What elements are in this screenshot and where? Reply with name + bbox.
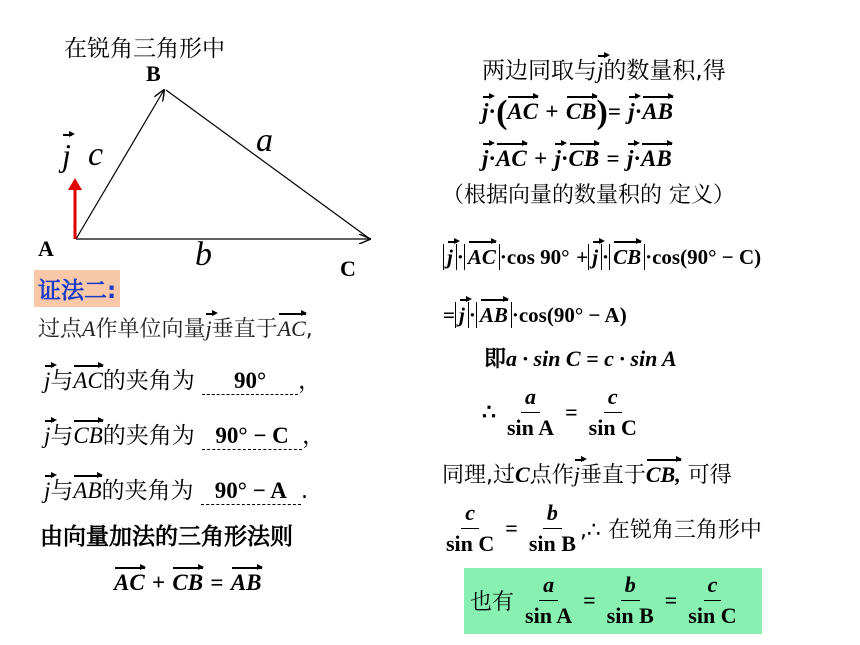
- sine-ratio-2: $\frac{c}{\text{sin C}}$ = $\frac{b}{\text{sin B}}$ ,∴ 在锐角三角形中: [446, 500, 762, 556]
- triangle-rule-text: 由向量加法的三角形法则: [40, 524, 293, 550]
- vertex-c-label: C: [340, 256, 356, 281]
- unit-vector-j-arrowhead: [68, 178, 82, 190]
- similar-construction: 同理,过C点作j垂直于CB, 可得: [442, 462, 732, 488]
- sine-ratio-1: ∴ $\frac{a}{\text{sin A}}$ = $\frac{c}{\text{sin C}}$: [482, 384, 637, 440]
- vertex-a-label: A: [38, 236, 54, 261]
- angle-line-cb: j与CB的夹角为 90° − C ，: [44, 423, 326, 449]
- vertex-b-label: B: [146, 61, 161, 86]
- angle-line-ab: j与AB的夹角为 90° − A .: [44, 478, 309, 504]
- dot-product-intro: 两边同取与j的数量积,得: [482, 58, 726, 84]
- side-a-line: [166, 90, 370, 239]
- law-of-sines: 也有 $\frac{a}{\text{sin A}}$ = $\frac{b}{\text{sin B}}$ = $\frac{c}{\text{sin C}}$: [470, 572, 737, 628]
- proof-method-label: 证法二:: [34, 270, 120, 307]
- page-title: 在锐角三角形中: [64, 36, 225, 62]
- equation-2: j·AC + j·CB = j·AB: [482, 146, 672, 171]
- definition-note: （根据向量的数量积的 定义）: [442, 183, 735, 208]
- equation-4: = j · AB ·cos(90° − A): [443, 303, 627, 327]
- side-b-label: b: [195, 236, 212, 273]
- equation-1: j·(AC + CB)= j·AB: [482, 94, 673, 131]
- equation-3: j · AC ·cos 90° + j · CB ·cos(90° − C): [443, 244, 761, 270]
- proof-line-1: 过点A作单位向量j垂直于AC,: [38, 316, 313, 342]
- equation-5: 即a · sin C = c · sin A: [484, 346, 677, 372]
- unit-vector-j-label: j: [62, 137, 71, 173]
- angle-line-ac: j与AC的夹角为 90° ，: [44, 368, 322, 394]
- side-a-label: a: [256, 122, 273, 159]
- side-c-label: c: [88, 136, 104, 173]
- vector-addition-equation: AC + CB = AB: [114, 570, 262, 595]
